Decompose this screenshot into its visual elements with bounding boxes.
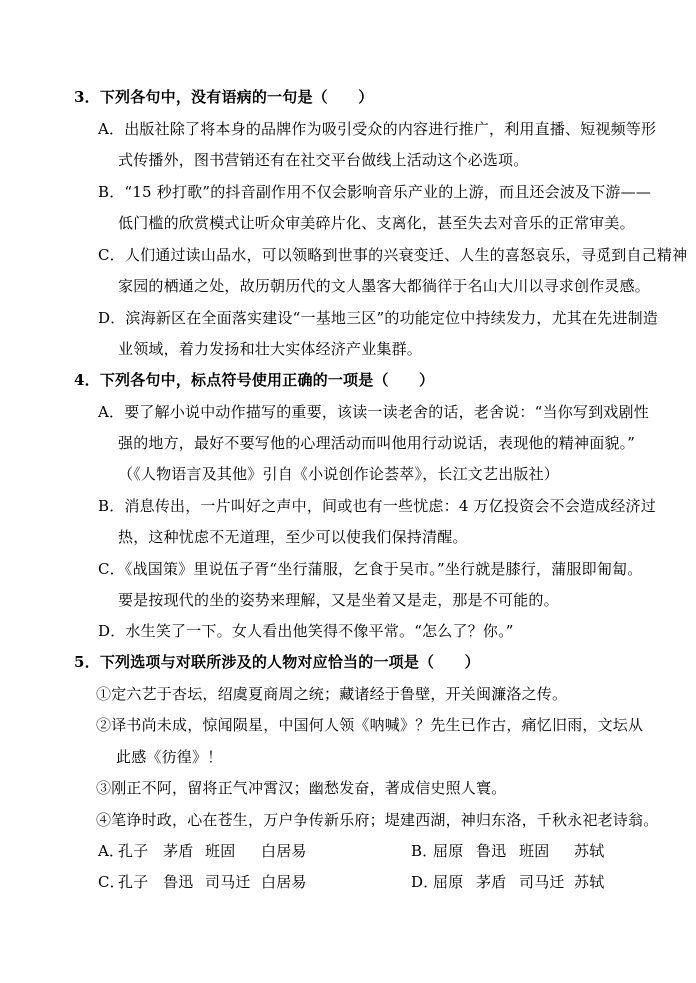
q5-choice-d-name-4: 苏轼 — [574, 873, 605, 891]
q5-choice-c-name-2: 鲁迅 — [163, 873, 194, 891]
q3-option-d-line1: D．滨海新区在全面落实建设“一基地三区”的功能定位中持续发力，尤其在先进制造 — [98, 309, 658, 327]
q5-choice-d-letter: D． — [411, 873, 439, 891]
q4-option-a-line3: （《人物语言及其他》引自《小说创作论荟萃》，长江文艺出版社） — [118, 465, 560, 483]
q4-option-a-line2: 强的地方，最好不要写他的心理活动而叫他用行动说话，表现他的精神面貌。” — [118, 434, 636, 452]
question-5-stem: 5．下列选项与对联所涉及的人物对应恰当的一项是（ ） — [74, 653, 480, 671]
q5-choice-b-name-3: 班固 — [519, 842, 550, 860]
q5-couplet-4: ④笔诤时政，心在苍生，万户争传新乐府；堤建西湖，神归东洛，千秋永祀老诗翁。 — [96, 811, 659, 829]
q4-option-b-line1: B．消息传出，一片叫好之声中，间或也有一些忧虑：4 万亿投资会不会造成经济过 — [98, 497, 656, 515]
q5-couplet-1: ①定六艺于杏坛，绍虞夏商周之统；藏诸经于鲁壁，开关闽濂洛之传。 — [96, 685, 568, 703]
q4-option-b-line2: 热，这种忧虑不无道理，至少可以使我们保持清醒。 — [118, 528, 468, 546]
q5-choice-c-letter: C． — [98, 873, 125, 891]
q5-choice-a-name-2: 茅盾 — [163, 842, 194, 860]
q5-choice-c-name-4: 白居易 — [261, 873, 307, 891]
q5-choice-b-letter: B． — [411, 842, 438, 860]
q5-choice-a-letter: A． — [98, 842, 125, 860]
q5-choice-b-name-4: 苏轼 — [574, 842, 605, 860]
q5-couplet-2-line2: 此感《彷徨》！ — [116, 748, 223, 766]
q4-option-a-line1: A．要了解小说中动作描写的重要，该读一读老舍的话，老舍说：“当你写到戏剧性 — [98, 403, 649, 421]
q5-choice-d-name-3: 司马迁 — [519, 873, 565, 891]
question-3-stem: 3．下列各句中，没有语病的一句是（ ） — [74, 88, 374, 106]
q5-choice-c-name-1: 孔子 — [118, 873, 149, 891]
q4-option-c-line2: 要是按现代的坐的姿势来理解，又是坐着又是走，那是不可能的。 — [118, 591, 559, 609]
q3-option-a-line2: 式传播外，图书营销还有在社交平台做线上活动这个必选项。 — [118, 151, 529, 169]
q3-option-c-line1: C．人们通过读山品水，可以领略到世事的兴衰变迁、人生的喜怒哀乐，寻觅到自己精神 — [98, 246, 688, 264]
q5-choice-a-name-4: 白居易 — [261, 842, 307, 860]
q5-choice-c-name-3: 司马迁 — [205, 873, 251, 891]
q5-choice-b-name-1: 屈原 — [433, 842, 464, 860]
q3-option-a-line1: A．出版社除了将本身的品牌作为吸引受众的内容进行推广，利用直播、短视频等形 — [98, 120, 657, 138]
q4-option-d-line1: D．水生笑了一下。女人看出他笑得不像平常。“怎么了？你。” — [98, 622, 514, 640]
q5-couplet-3: ③刚正不阿，留将正气冲霄汉；幽愁发奋，著成信史照人寰。 — [96, 779, 507, 797]
question-4-stem: 4．下列各句中，标点符号使用正确的一项是（ ） — [74, 371, 435, 389]
q5-choice-b-name-2: 鲁迅 — [476, 842, 507, 860]
q5-choice-d-name-2: 茅盾 — [476, 873, 507, 891]
q4-option-c-line1: C．《战国策》里说伍子胥“坐行蒲服，乞食于吴市。”坐行就是膝行，蒲服即匍匐。 — [98, 560, 643, 578]
q5-couplet-2-line1: ②译书尚未成，惊闻陨星，中国何人领《呐喊》？先生已作古，痛忆旧雨，文坛从 — [96, 716, 644, 734]
q3-option-b-line2: 低门槛的欣赏模式让听众审美碎片化、支离化，甚至失去对音乐的正常审美。 — [118, 214, 635, 232]
q5-choice-d-name-1: 屈原 — [433, 873, 464, 891]
q3-option-c-line2: 家园的栖通之处，故历朝历代的文人墨客大都徜徉于名山大川以寻求创作灵感。 — [118, 277, 651, 295]
q3-option-b-line1: B．“15 秒打歌”的抖音副作用不仅会影响音乐产业的上游，而且还会波及下游—— — [98, 183, 652, 201]
q3-option-d-line2: 业领域，着力发扬和壮大实体经济产业集群。 — [118, 340, 423, 358]
q5-choice-a-name-3: 班固 — [205, 842, 236, 860]
q5-choice-a-name-1: 孔子 — [118, 842, 149, 860]
